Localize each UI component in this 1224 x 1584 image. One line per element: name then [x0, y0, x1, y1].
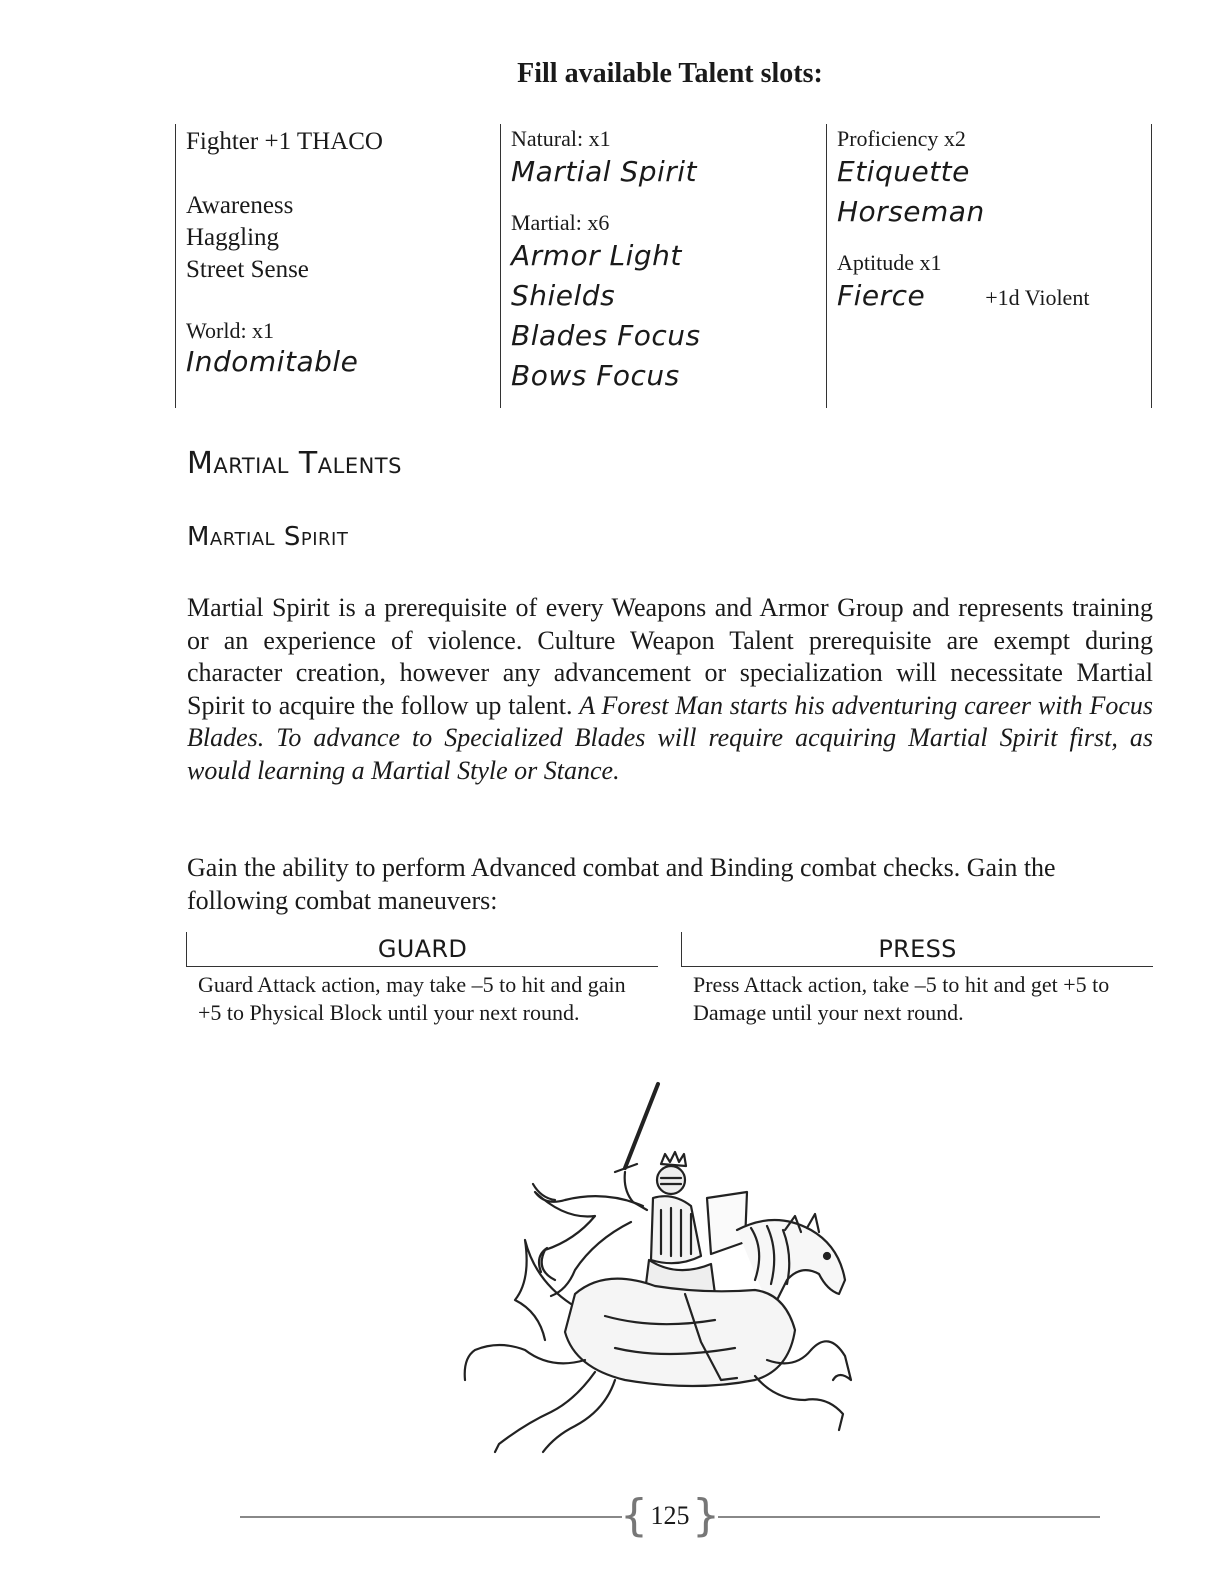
proficiency-label: Proficiency x2 [837, 126, 966, 151]
maneuver-name: PRESS [681, 932, 1153, 967]
martial-value: Armor Light [511, 239, 682, 272]
aptitude-note: +1d Violent [985, 285, 1090, 310]
page-number-text: 125 [650, 1501, 690, 1530]
natural-value: Martial Spirit [511, 155, 698, 188]
martial-value: Blades Focus [511, 319, 701, 352]
column-divider [1151, 124, 1152, 408]
page-heading: Fill available Talent slots: [517, 58, 823, 89]
skill-item: Street Sense [186, 256, 309, 283]
maneuver-guard [186, 932, 658, 1027]
description-paragraph [187, 592, 1153, 788]
knight-on-horse-illustration [455, 1080, 885, 1460]
talent-column-general [175, 124, 500, 408]
martial-label: Martial: x6 [511, 210, 610, 235]
proficiency-value: Etiquette [837, 155, 970, 188]
class-bonus: Fighter +1 THACO [186, 128, 383, 155]
aptitude-value: Fierce [837, 279, 926, 312]
natural-label: Natural: x1 [511, 126, 611, 151]
martial-value: Shields [511, 279, 616, 312]
page-number [620, 1490, 720, 1541]
proficiency-value: Horseman [837, 195, 985, 228]
skill-item: Awareness [186, 192, 294, 219]
maneuver-description: Guard Attack action, may take –5 to hit and gain +5 to Physical Block until your next round. [198, 972, 626, 1025]
section-title: Martial Talents [187, 446, 402, 481]
footer-rule-right [718, 1516, 1100, 1518]
world-value: Indomitable [186, 345, 359, 378]
subsection-title: Martial Spirit [187, 522, 349, 552]
maneuver-description: Press Attack action, take –5 to hit and get +5 to Damage until your next round. [693, 972, 1110, 1025]
ability-paragraph: Gain the ability to perform Advanced combat and Binding combat checks. Gain the following combat maneuvers: [187, 853, 1056, 915]
talent-column-natural-martial [500, 124, 826, 408]
right-brace-ornament: } [692, 1490, 720, 1541]
world-label: World: x1 [186, 318, 275, 343]
maneuver-press [681, 932, 1153, 1027]
aptitude-label: Aptitude x1 [837, 250, 942, 275]
left-brace-ornament: { [620, 1490, 648, 1541]
maneuver-name: GUARD [186, 932, 658, 967]
martial-value: Bows Focus [511, 359, 680, 392]
footer-rule-left [240, 1516, 622, 1518]
example-text: A Forest Man starts his adventuring career with Focus Blades. To advance to Specialized Blades will require acquiring Martial Spirit first, as would learning a Martial Style or Stance. [187, 690, 1153, 785]
talent-column-proficiency-aptitude [826, 124, 1152, 408]
description-text: Martial Spirit is a prerequisite of every Weapons and Armor Group and represents training or an experience of violence. Culture Weapon Talent prerequisite are exempt during character creation, however any advancement or specialization will necessitate Martial Spirit to acquire the follow up talent. [187, 593, 1153, 720]
skill-item: Haggling [186, 224, 280, 251]
